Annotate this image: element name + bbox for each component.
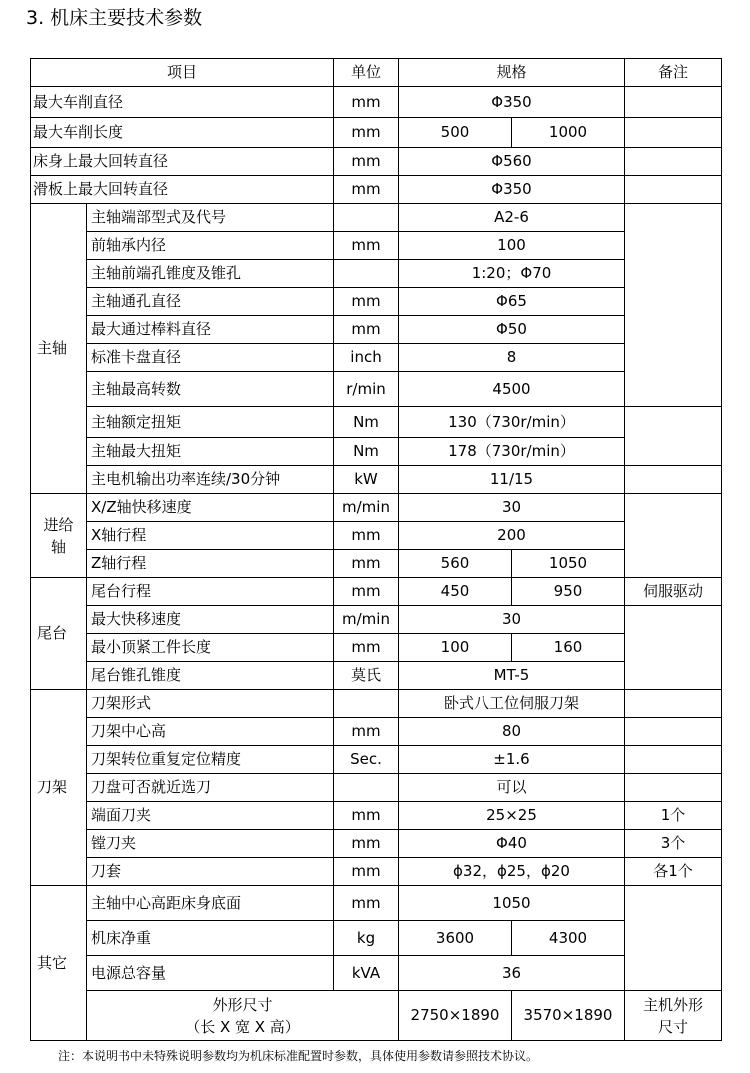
dims-item-cell [87,991,399,1041]
remark-cell [625,718,722,746]
spec-cell: Φ40 [399,830,625,858]
item-cell: Z轴行程 [87,550,334,578]
table-row [31,991,722,1041]
item-cell: 镗刀夹 [87,830,334,858]
spec-cell: 25×25 [399,802,625,830]
dims-remark-line2: 尺寸 [657,1017,688,1036]
spec-cell: 80 [399,718,625,746]
header-spec: 规格 [399,59,625,87]
spec-cell: 30 [399,606,625,634]
group-feed-line1: 进给 [43,515,74,534]
spec-cell: 30 [399,494,625,522]
section-title: 3. 机床主要技术参数 [26,7,203,29]
item-cell: 端面刀夹 [87,802,334,830]
unit-cell: kW [334,466,399,494]
table-row [31,494,722,522]
item-cell: 床身上最大回转直径 [31,148,334,176]
spec-cell: 8 [399,344,625,372]
spec-cell: Φ350 [399,87,625,118]
spec-cell-a: 500 [399,118,512,148]
table-row [31,316,722,344]
item-cell: 最大快移速度 [87,606,334,634]
spec-cell: 卧式八工位伺服刀架 [399,690,625,718]
item-cell: 电源总容量 [87,956,334,991]
table-row [31,260,722,288]
table-row [31,718,722,746]
item-cell: 刀架转位重复定位精度 [87,746,334,774]
unit-cell: kVA [334,956,399,991]
item-cell: X轴行程 [87,522,334,550]
unit-cell: mm [334,232,399,260]
spec-cell: ±1.6 [399,746,625,774]
item-cell: 最大车削长度 [31,118,334,148]
unit-cell: r/min [334,372,399,407]
spec-cell-b: 1000 [512,118,625,148]
remark-cell [625,118,722,148]
unit-cell: mm [334,550,399,578]
item-cell: 主轴最高转数 [87,372,334,407]
table-row [31,522,722,550]
item-cell: 尾台锥孔锥度 [87,662,334,690]
unit-cell: inch [334,344,399,372]
group-feed-line2: 轴 [50,537,66,556]
item-cell: 刀套 [87,858,334,886]
unit-cell: mm [334,316,399,344]
spec-cell: 可以 [399,774,625,802]
spec-cell-b: 160 [512,634,625,662]
unit-cell: m/min [334,606,399,634]
remark-cell: 3个 [625,830,722,858]
table-row [31,550,722,578]
unit-cell: mm [334,148,399,176]
remark-cell [625,606,722,690]
remark-cell: 1个 [625,802,722,830]
remark-cell [625,466,722,494]
spec-cell-b: 1050 [512,550,625,578]
unit-cell [334,690,399,718]
unit-cell: mm [334,578,399,606]
spec-cell-a: 100 [399,634,512,662]
unit-cell: mm [334,634,399,662]
table-row [31,438,722,466]
unit-cell: mm [334,718,399,746]
group-spindle: 主轴 [31,204,87,494]
header-unit: 单位 [334,59,399,87]
spec-cell-a: 2750×1890 [399,991,512,1041]
spec-cell: 130（730r/min） [399,407,625,438]
table-row [31,634,722,662]
table-row [31,956,722,991]
spec-cell-a: 560 [399,550,512,578]
item-cell: 刀盘可否就近选刀 [87,774,334,802]
unit-cell: Sec. [334,746,399,774]
spec-cell: 36 [399,956,625,991]
spec-cell: Φ560 [399,148,625,176]
spec-table [30,58,722,1041]
dims-item-line2: （长 X 宽 X 高） [185,1017,300,1036]
table-row [31,407,722,438]
item-cell: X/Z轴快移速度 [87,494,334,522]
unit-cell: 莫氏 [334,662,399,690]
unit-cell: mm [334,886,399,921]
item-cell: 主轴额定扭矩 [87,407,334,438]
dims-item-line1: 外形尺寸 [212,995,273,1014]
table-row [31,232,722,260]
table-row [31,118,722,148]
spec-cell-a: 3600 [399,921,512,956]
table-row [31,606,722,634]
item-cell: 主轴中心高距床身底面 [87,886,334,921]
spec-cell: 178（730r/min） [399,438,625,466]
unit-cell: mm [334,118,399,148]
spec-cell: 100 [399,232,625,260]
table-row [31,774,722,802]
unit-cell: mm [334,176,399,204]
unit-cell: m/min [334,494,399,522]
unit-cell: Nm [334,407,399,438]
item-cell: 机床净重 [87,921,334,956]
table-row [31,344,722,372]
remark-cell [625,148,722,176]
table-row [31,802,722,830]
item-cell: 主轴前端孔锥度及锥孔 [87,260,334,288]
table-row [31,858,722,886]
table-row [31,176,722,204]
spec-cell: 1050 [399,886,625,921]
table-row [31,466,722,494]
table-row [31,288,722,316]
group-turret: 刀架 [31,690,87,886]
unit-cell: mm [334,288,399,316]
remark-cell [625,494,722,578]
spec-cell: MT-5 [399,662,625,690]
remark-cell [625,407,722,466]
unit-cell: mm [334,830,399,858]
spec-cell: 11/15 [399,466,625,494]
spec-cell: 200 [399,522,625,550]
remark-cell: 伺服驱动 [625,578,722,606]
spec-cell: Φ65 [399,288,625,316]
dims-remark-cell [625,991,722,1041]
unit-cell [334,204,399,232]
unit-cell: mm [334,87,399,118]
spec-cell-b: 3570×1890 [512,991,625,1041]
header-remark: 备注 [625,59,722,87]
table-row [31,830,722,858]
unit-cell: Nm [334,438,399,466]
item-cell: 标准卡盘直径 [87,344,334,372]
unit-cell [334,260,399,288]
remark-cell [625,886,722,991]
table-row [31,746,722,774]
header-row [31,59,722,87]
table-row [31,690,722,718]
item-cell: 主轴通孔直径 [87,288,334,316]
remark-cell [625,690,722,718]
item-cell: 最大车削直径 [31,87,334,118]
footnote: 注：本说明书中未特殊说明参数均为机床标准配置时参数，具体使用参数请参照技术协议。 [58,1049,539,1063]
item-cell: 主轴最大扭矩 [87,438,334,466]
table-row [31,662,722,690]
unit-cell: mm [334,802,399,830]
remark-cell: 各1个 [625,858,722,886]
remark-cell [625,774,722,802]
table-row [31,886,722,921]
header-item: 项目 [31,59,334,87]
item-cell: 尾台行程 [87,578,334,606]
unit-cell [334,774,399,802]
unit-cell: mm [334,858,399,886]
item-cell: 最小顶紧工件长度 [87,634,334,662]
table-row [31,148,722,176]
remark-cell [625,204,722,407]
item-cell: 前轴承内径 [87,232,334,260]
remark-cell [625,746,722,774]
item-cell: 最大通过棒料直径 [87,316,334,344]
table-row [31,921,722,956]
group-feed [31,494,87,578]
spec-cell-b: 950 [512,578,625,606]
remark-cell [625,176,722,204]
table-row [31,204,722,232]
unit-cell: kg [334,921,399,956]
spec-cell-a: 450 [399,578,512,606]
item-cell: 滑板上最大回转直径 [31,176,334,204]
table-row [31,372,722,407]
spec-cell: 4500 [399,372,625,407]
spec-cell-b: 4300 [512,921,625,956]
dims-remark-line1: 主机外形 [642,995,703,1014]
spec-cell: A2-6 [399,204,625,232]
group-other: 其它 [31,886,87,1041]
spec-cell: Φ350 [399,176,625,204]
item-cell: 刀架中心高 [87,718,334,746]
table-row [31,578,722,606]
spec-cell: ϕ32，ϕ25，ϕ20 [399,858,625,886]
unit-cell: mm [334,522,399,550]
group-tailstock: 尾台 [31,578,87,690]
item-cell: 主电机输出功率连续/30分钟 [87,466,334,494]
item-cell: 刀架形式 [87,690,334,718]
spec-cell: Φ50 [399,316,625,344]
spec-cell: 1:20；Φ70 [399,260,625,288]
item-cell: 主轴端部型式及代号 [87,204,334,232]
table-row [31,87,722,118]
remark-cell [625,87,722,118]
